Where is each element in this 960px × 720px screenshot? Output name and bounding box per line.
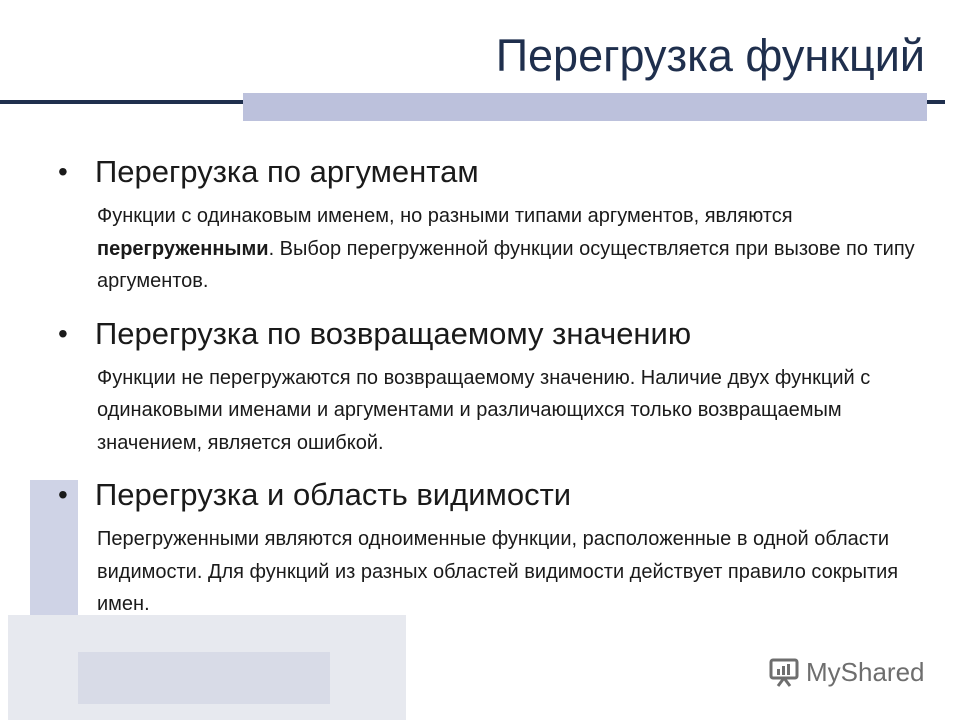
slide-content: [55, 150, 935, 621]
watermark-logo[interactable]: [768, 656, 925, 688]
section-text-part: . Выбор перегруженной функции осуществляется при вызове по типу аргументов.: [97, 237, 915, 292]
section-heading-text: Перегрузка и область видимости: [95, 477, 572, 512]
section-body: [97, 200, 927, 298]
section-overload-and-scope: [55, 473, 935, 621]
bullet-icon: •: [58, 317, 68, 349]
section-heading-text: Перегрузка по аргументам: [95, 154, 479, 189]
page-title: Перегрузка функций: [495, 30, 925, 81]
section-heading: [55, 473, 935, 517]
section-body: Перегруженными являются одноименные функции, расположенные в одной области видимости. Для функций из разных областей видимости действует правило сокрытия имен.: [97, 528, 899, 615]
section-text-bold: перегруженными: [97, 237, 269, 260]
section-heading: [55, 312, 935, 356]
section-text-part: Функции с одинаковым именем, но разными типами аргументов, являются: [97, 205, 793, 227]
presentation-icon: [768, 656, 800, 688]
section-heading: [55, 150, 935, 194]
section-heading-text: Перегрузка по возвращаемому значению: [95, 315, 692, 351]
header-accent-bar: [243, 93, 927, 121]
bullet-icon: •: [58, 156, 68, 187]
section-overload-by-return-value: [55, 312, 935, 460]
section-body: Функции не перегружаются по возвращаемому значению. Наличие двух функций с одинаковыми именами и аргументами и различающихся только возвращаемым значением, является ошибкой.: [97, 366, 871, 454]
section-overload-by-arguments: [55, 150, 935, 298]
bullet-icon: •: [58, 479, 68, 510]
watermark-text: MyShared: [806, 656, 925, 687]
decorative-block-bottom-inner: [78, 652, 330, 704]
